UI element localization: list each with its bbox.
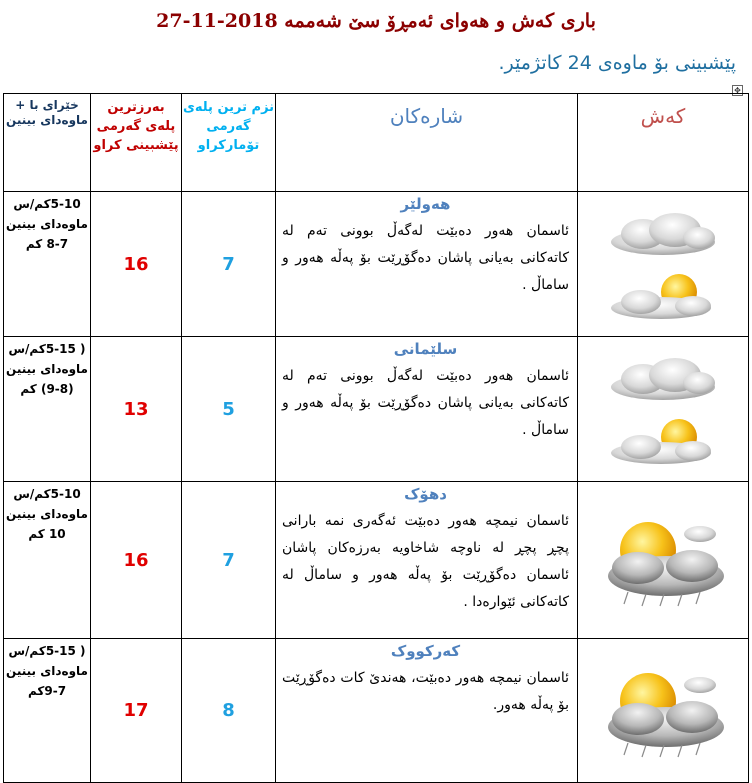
cloudy-icon (603, 208, 723, 258)
weather-table (3, 93, 749, 783)
min-temp-cell: 8 (182, 639, 276, 783)
city-cell (276, 482, 578, 639)
min-temp-cell: 7 (182, 192, 276, 337)
partly-sunny-icon (603, 270, 723, 320)
header-wind-visibility: خێرای با + ماوەدای بینین (4, 94, 91, 192)
city-name: دهۆک (404, 485, 447, 503)
header-cities: شارەکان (276, 94, 578, 192)
sun-rain-cloud-icon (598, 510, 728, 610)
header-max-temp: بەرزترین پلەی گەرمی پێشبینی کراو (91, 94, 182, 192)
sun-rain-cloud-icon (598, 661, 728, 761)
table-row (4, 482, 749, 639)
weather-icons-cell (578, 639, 749, 783)
city-cell (276, 192, 578, 337)
forecast-description: ئاسمان نیمچە هەور دەبێت ئەگەری نمە بارانی پچڕ پچڕ لە ناوچە شاخاویە بەرزەکان پاشان ئاسمان دەگۆڕێت بۆ پەڵە هەور و ساماڵ لە کاتەکانی ئێوارەدا . (282, 513, 569, 610)
forecast-description: ئاسمان هەور دەبێت لەگەڵ بوونی تەم لە کاتەکانی بەیانی پاشان دەگۆڕێت بۆ پەڵە هەور و ساماڵ . (282, 368, 569, 438)
city-name: کەرکووک (390, 642, 461, 660)
city-name: سلێمانی (393, 340, 458, 358)
header-min-temp: نزم ترین پلەی گەرمی تۆمارکراو (182, 94, 276, 192)
wind-visibility-cell: 5-10کم/س ماوەدای بینین 10 کم (4, 482, 91, 639)
weather-icons-cell (578, 337, 749, 482)
table-header-row (4, 94, 749, 192)
city-cell (276, 639, 578, 783)
wind-visibility-cell: ( 5-15کم/س ماوەدای بینین (8-9) کم (4, 337, 91, 482)
max-temp-cell: 17 (91, 639, 182, 783)
max-temp-cell: 16 (91, 192, 182, 337)
max-temp-cell: 13 (91, 337, 182, 482)
cloudy-icon (603, 353, 723, 403)
city-name: هەولێر (400, 195, 451, 213)
table-row (4, 337, 749, 482)
header-weather: کەش (578, 94, 749, 192)
wind-visibility-cell: 5-10کم/س ماوەدای بینین 7-8 کم (4, 192, 91, 337)
weather-icons-cell (578, 192, 749, 337)
table-move-handle-icon[interactable]: ✥ (732, 85, 743, 96)
max-temp-cell: 16 (91, 482, 182, 639)
min-temp-cell: 7 (182, 482, 276, 639)
page-subtitle: پێشبینی بۆ ماوەی 24 کاتژمێر. (498, 52, 736, 74)
table-row (4, 192, 749, 337)
weather-icons-cell (578, 482, 749, 639)
page-title: باری کەش و هەوای ئەمڕۆ سێ شەممە 2018-11-27 (156, 10, 596, 32)
city-cell (276, 337, 578, 482)
forecast-description: ئاسمان نیمچە هەور دەبێت، هەندێ کات دەگۆڕێت بۆ پەڵە هەور. (282, 670, 569, 713)
min-temp-cell: 5 (182, 337, 276, 482)
forecast-description: ئاسمان هەور دەبێت لەگەڵ بوونی تەم لە کاتەکانی بەیانی پاشان دەگۆڕێت بۆ پەڵە هەور و ساماڵ . (282, 223, 569, 293)
table-row (4, 639, 749, 783)
partly-sunny-icon (603, 415, 723, 465)
wind-visibility-cell: ( 5-15کم/س ماوەدای بینین 7-9کم (4, 639, 91, 783)
